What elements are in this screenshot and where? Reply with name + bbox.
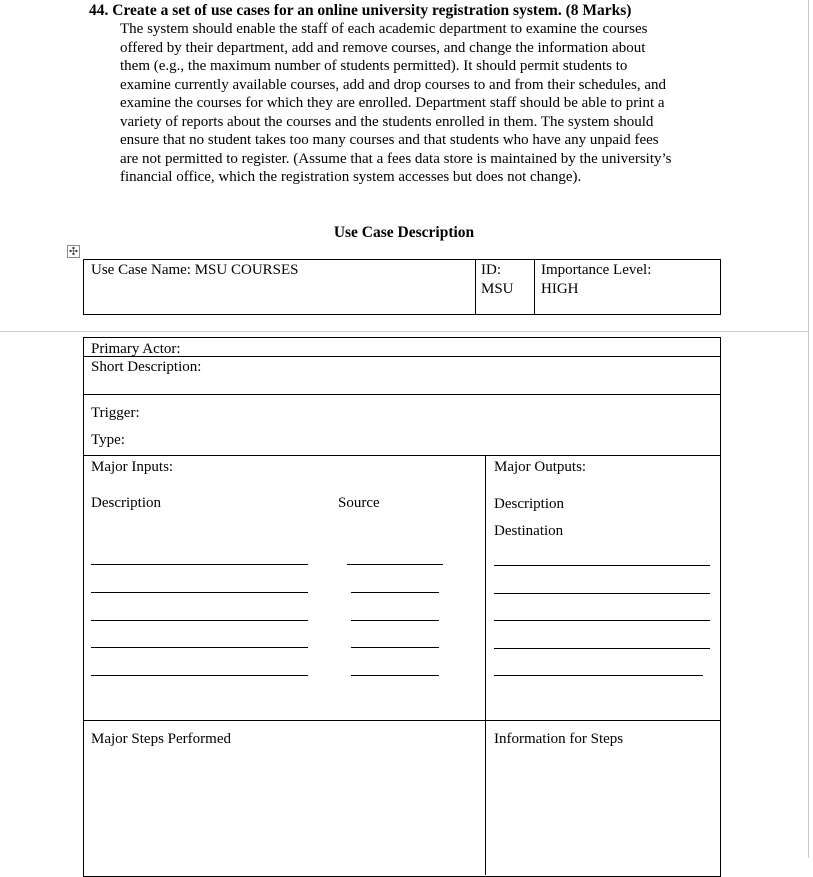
question-line: The system should enable the staff of each academic department to examine the courses	[120, 21, 648, 37]
major-steps-cell[interactable]: Major Steps Performed	[91, 731, 231, 747]
question-title: 44. Create a set of use cases for an online university registration system. (8 Marks)	[89, 2, 632, 19]
output-blank[interactable]	[494, 565, 710, 566]
input-source-blank[interactable]	[351, 592, 439, 593]
header-divider	[534, 260, 535, 314]
table-move-handle-icon[interactable]: ✣	[68, 245, 79, 258]
short-description-cell[interactable]: Short Description:	[91, 359, 202, 375]
primary-actor-cell[interactable]: Primary Actor:	[91, 341, 181, 357]
major-inputs-label: Major Inputs:	[91, 459, 174, 475]
importance-label: Importance Level:	[541, 262, 652, 278]
header-divider	[475, 260, 476, 314]
row-divider	[84, 455, 720, 456]
output-blank[interactable]	[494, 620, 710, 621]
input-source-blank[interactable]	[351, 675, 439, 676]
information-for-steps-cell[interactable]: Information for Steps	[494, 731, 624, 747]
inputs-source-label: Source	[338, 495, 380, 511]
input-source-blank[interactable]	[351, 647, 439, 648]
input-description-blank[interactable]	[91, 675, 308, 676]
input-source-blank[interactable]	[351, 620, 439, 621]
type-cell[interactable]: Type:	[91, 432, 125, 448]
outputs-destination-label: Destination	[494, 523, 564, 539]
section-heading: Use Case Description	[333, 224, 475, 241]
question-body	[120, 20, 729, 187]
question-line: examine the courses for which they are enrolled. Department staff should be able to print a	[120, 95, 665, 111]
use-case-name-cell[interactable]: Use Case Name: MSU COURSES	[91, 262, 299, 278]
trigger-cell[interactable]: Trigger:	[91, 405, 140, 421]
input-source-blank[interactable]	[347, 564, 443, 565]
question-line: them (e.g., the maximum number of students permitted). It should permit students to	[120, 58, 628, 74]
importance-value-cell[interactable]: HIGH	[541, 281, 579, 297]
question-line: examine currently available courses, add and drop courses to and from their schedules, and	[120, 76, 667, 93]
id-label: ID:	[481, 262, 501, 278]
output-blank[interactable]	[494, 593, 710, 594]
row-divider	[84, 720, 720, 721]
page-break-line	[0, 331, 808, 332]
output-blank[interactable]	[494, 675, 703, 676]
inputs-description-label: Description	[91, 495, 161, 511]
major-outputs-label: Major Outputs:	[494, 459, 587, 475]
output-blank[interactable]	[494, 648, 710, 649]
question-line: are not permitted to register. (Assume that a fees data store is maintained by the university’s	[120, 150, 672, 167]
main-table	[83, 337, 721, 877]
id-value-cell[interactable]: MSU	[481, 281, 514, 297]
input-description-blank[interactable]	[91, 564, 308, 565]
question-line: financial office, which the registration system accesses but does not change).	[120, 169, 582, 185]
question-block	[89, 2, 729, 187]
question-line: ensure that no student takes too many courses and that students who have any unpaid fees	[120, 132, 659, 148]
row-divider	[84, 394, 720, 395]
column-divider	[485, 455, 486, 875]
input-description-blank[interactable]	[91, 592, 308, 593]
outputs-description-label: Description	[494, 496, 564, 512]
header-table	[83, 259, 721, 315]
question-line: variety of reports about the courses and the students enrolled in them. The system should	[120, 113, 654, 130]
input-description-blank[interactable]	[91, 647, 308, 648]
input-description-blank[interactable]	[91, 620, 308, 621]
page-edge	[808, 0, 809, 858]
question-line: offered by their department, add and remove courses, and change the information about	[120, 39, 646, 56]
